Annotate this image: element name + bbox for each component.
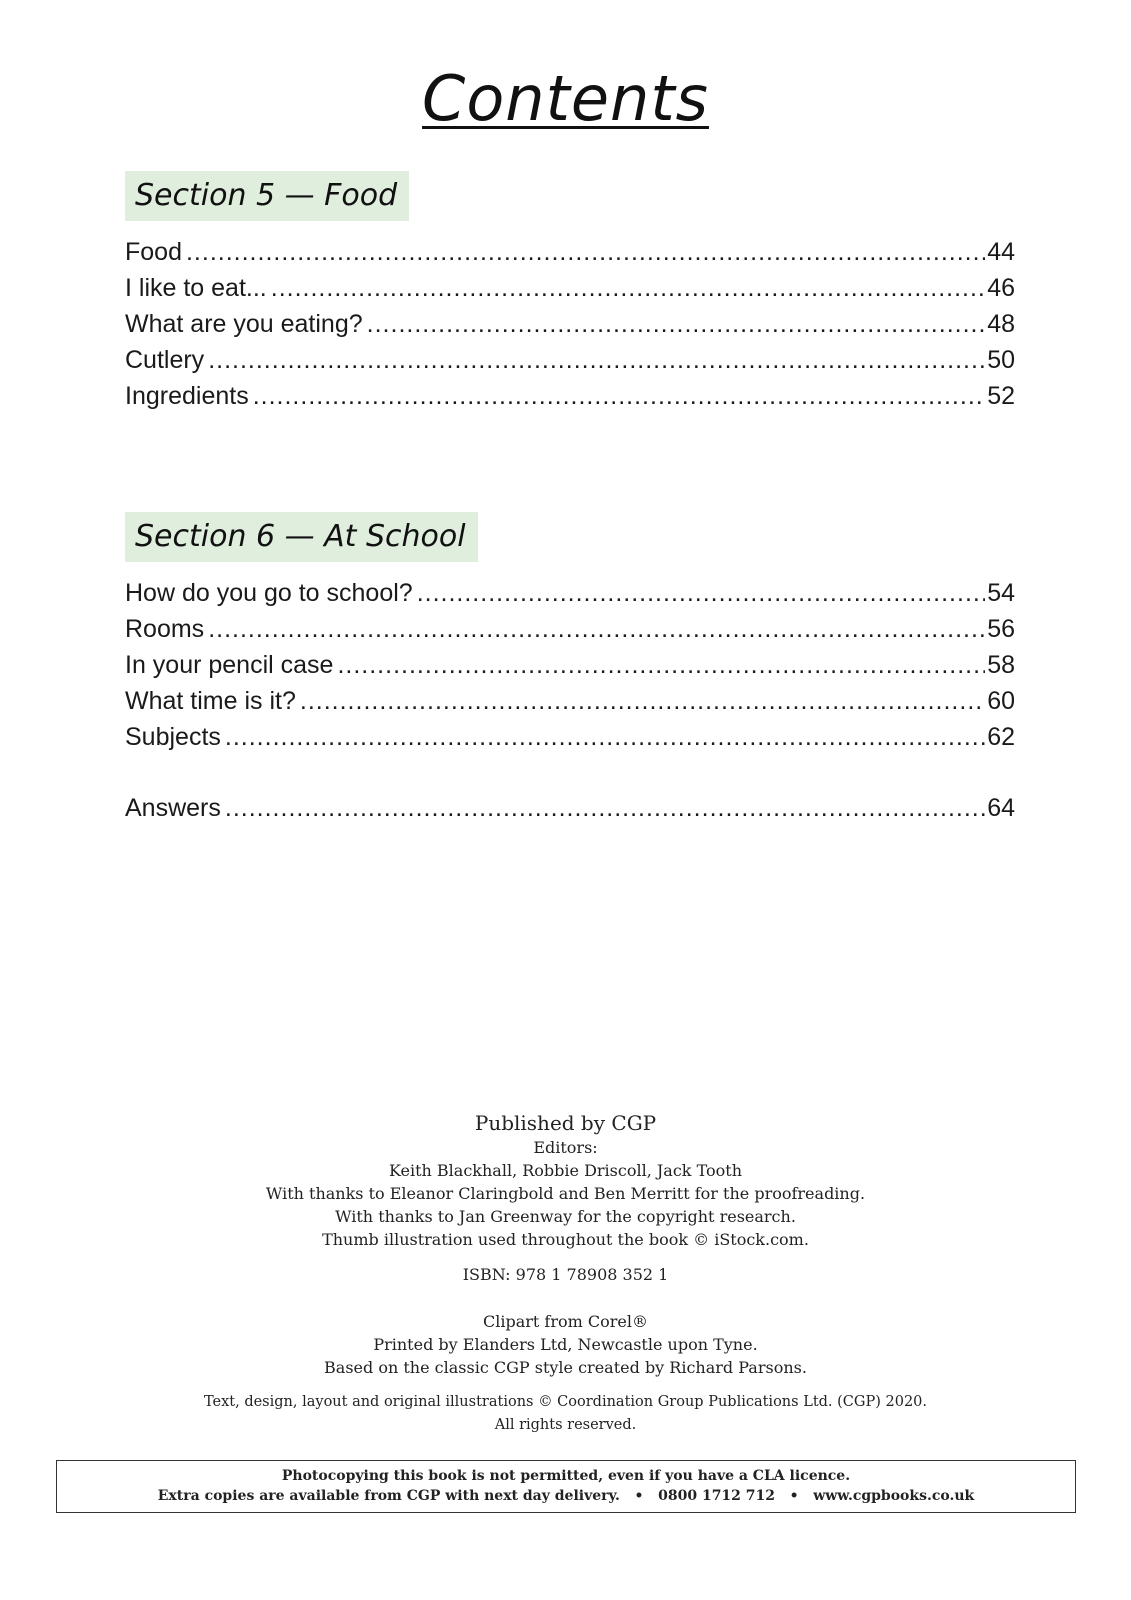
dot-leader: [225, 794, 985, 823]
toc-entry-page: 62: [987, 723, 1015, 751]
isbn: ISBN: 978 1 78908 352 1: [462, 1265, 669, 1284]
toc-list-at-school: [125, 579, 1015, 759]
photocopy-notice-box: [56, 1460, 1076, 1513]
toc-entry-page: 50: [987, 346, 1015, 374]
toc-entry-page: 58: [987, 651, 1015, 679]
toc-entry-label: What time is it?: [125, 687, 296, 715]
dot-leader: [253, 382, 985, 411]
toc-entry-label: Food: [125, 238, 182, 266]
toc-entry-page: 54: [987, 579, 1015, 607]
toc-entry-label: Ingredients: [125, 382, 249, 410]
section-heading-at-school: Section 6 — At School: [125, 512, 478, 562]
toc-entry[interactable]: [125, 274, 1015, 310]
dot-leader: [300, 687, 985, 716]
dot-leader: [337, 651, 985, 680]
dot-leader: [186, 238, 985, 267]
toc-entry[interactable]: [125, 615, 1015, 651]
toc-entry[interactable]: [125, 310, 1015, 346]
clipart-credit: Clipart from Corel®: [483, 1312, 648, 1331]
toc-entry[interactable]: [125, 382, 1015, 418]
editors-label: Editors:: [533, 1138, 598, 1157]
dot-leader: [417, 579, 986, 608]
toc-entry-label: Answers: [125, 794, 221, 822]
thumb-illustration-credit: Thumb illustration used throughout the book © iStock.com.: [322, 1230, 809, 1249]
section-heading-food: Section 5 — Food: [125, 171, 409, 221]
toc-entry-page: 64: [987, 794, 1015, 822]
dot-leader: [271, 274, 985, 303]
toc-entry-answers[interactable]: [125, 794, 1015, 830]
toc-entry-page: 60: [987, 687, 1015, 715]
toc-entry-page: 48: [987, 310, 1015, 338]
toc-entry-label: In your pencil case: [125, 651, 334, 679]
editors-names: Keith Blackhall, Robbie Driscoll, Jack Tooth: [388, 1161, 742, 1180]
toc-entry-label: I like to eat...: [125, 274, 267, 302]
notice-line-1: Photocopying this book is not permitted, even if you have a CLA licence.: [281, 1468, 851, 1484]
toc-entry-page: 46: [987, 274, 1015, 302]
published-by: Published by CGP: [474, 1111, 657, 1135]
toc-entry[interactable]: [125, 238, 1015, 274]
toc-entry-page: 52: [987, 382, 1015, 410]
dot-leader: [208, 346, 985, 375]
toc-entry-label: Cutlery: [125, 346, 205, 374]
toc-list-answers: [125, 794, 1015, 830]
publisher-credits: [0, 1110, 1131, 1437]
copyright-line: Text, design, layout and original illustrations © Coordination Group Publications Ltd. (CGP) 2020.: [203, 1394, 928, 1410]
dot-leader: [367, 310, 986, 339]
thanks-proofreading: With thanks to Eleanor Claringbold and Ben Merritt for the proofreading.: [265, 1184, 866, 1203]
rights-line: All rights reserved.: [494, 1417, 637, 1433]
style-credit: Based on the classic CGP style created by Richard Parsons.: [324, 1358, 807, 1377]
toc-list-food: [125, 238, 1015, 418]
toc-entry[interactable]: [125, 651, 1015, 687]
page-title: Contents: [422, 62, 709, 135]
dot-leader: [225, 723, 985, 752]
toc-entry-page: 44: [987, 238, 1015, 266]
toc-entry-label: Rooms: [125, 615, 205, 643]
toc-entry-label: How do you go to school?: [125, 579, 413, 607]
thanks-copyright: With thanks to Jan Greenway for the copyright research.: [335, 1207, 796, 1226]
toc-entry[interactable]: [125, 346, 1015, 382]
toc-entry[interactable]: [125, 579, 1015, 615]
toc-entry-label: What are you eating?: [125, 310, 363, 338]
toc-entry-page: 56: [987, 615, 1015, 643]
toc-entry[interactable]: [125, 687, 1015, 723]
dot-leader: [208, 615, 985, 644]
toc-entry-label: Subjects: [125, 723, 221, 751]
printer-credit: Printed by Elanders Ltd, Newcastle upon Tyne.: [373, 1335, 758, 1354]
notice-line-2: Extra copies are available from CGP with next day delivery. • 0800 1712 712 • www.cgpbooks.co.uk: [157, 1488, 975, 1504]
toc-entry[interactable]: [125, 723, 1015, 759]
